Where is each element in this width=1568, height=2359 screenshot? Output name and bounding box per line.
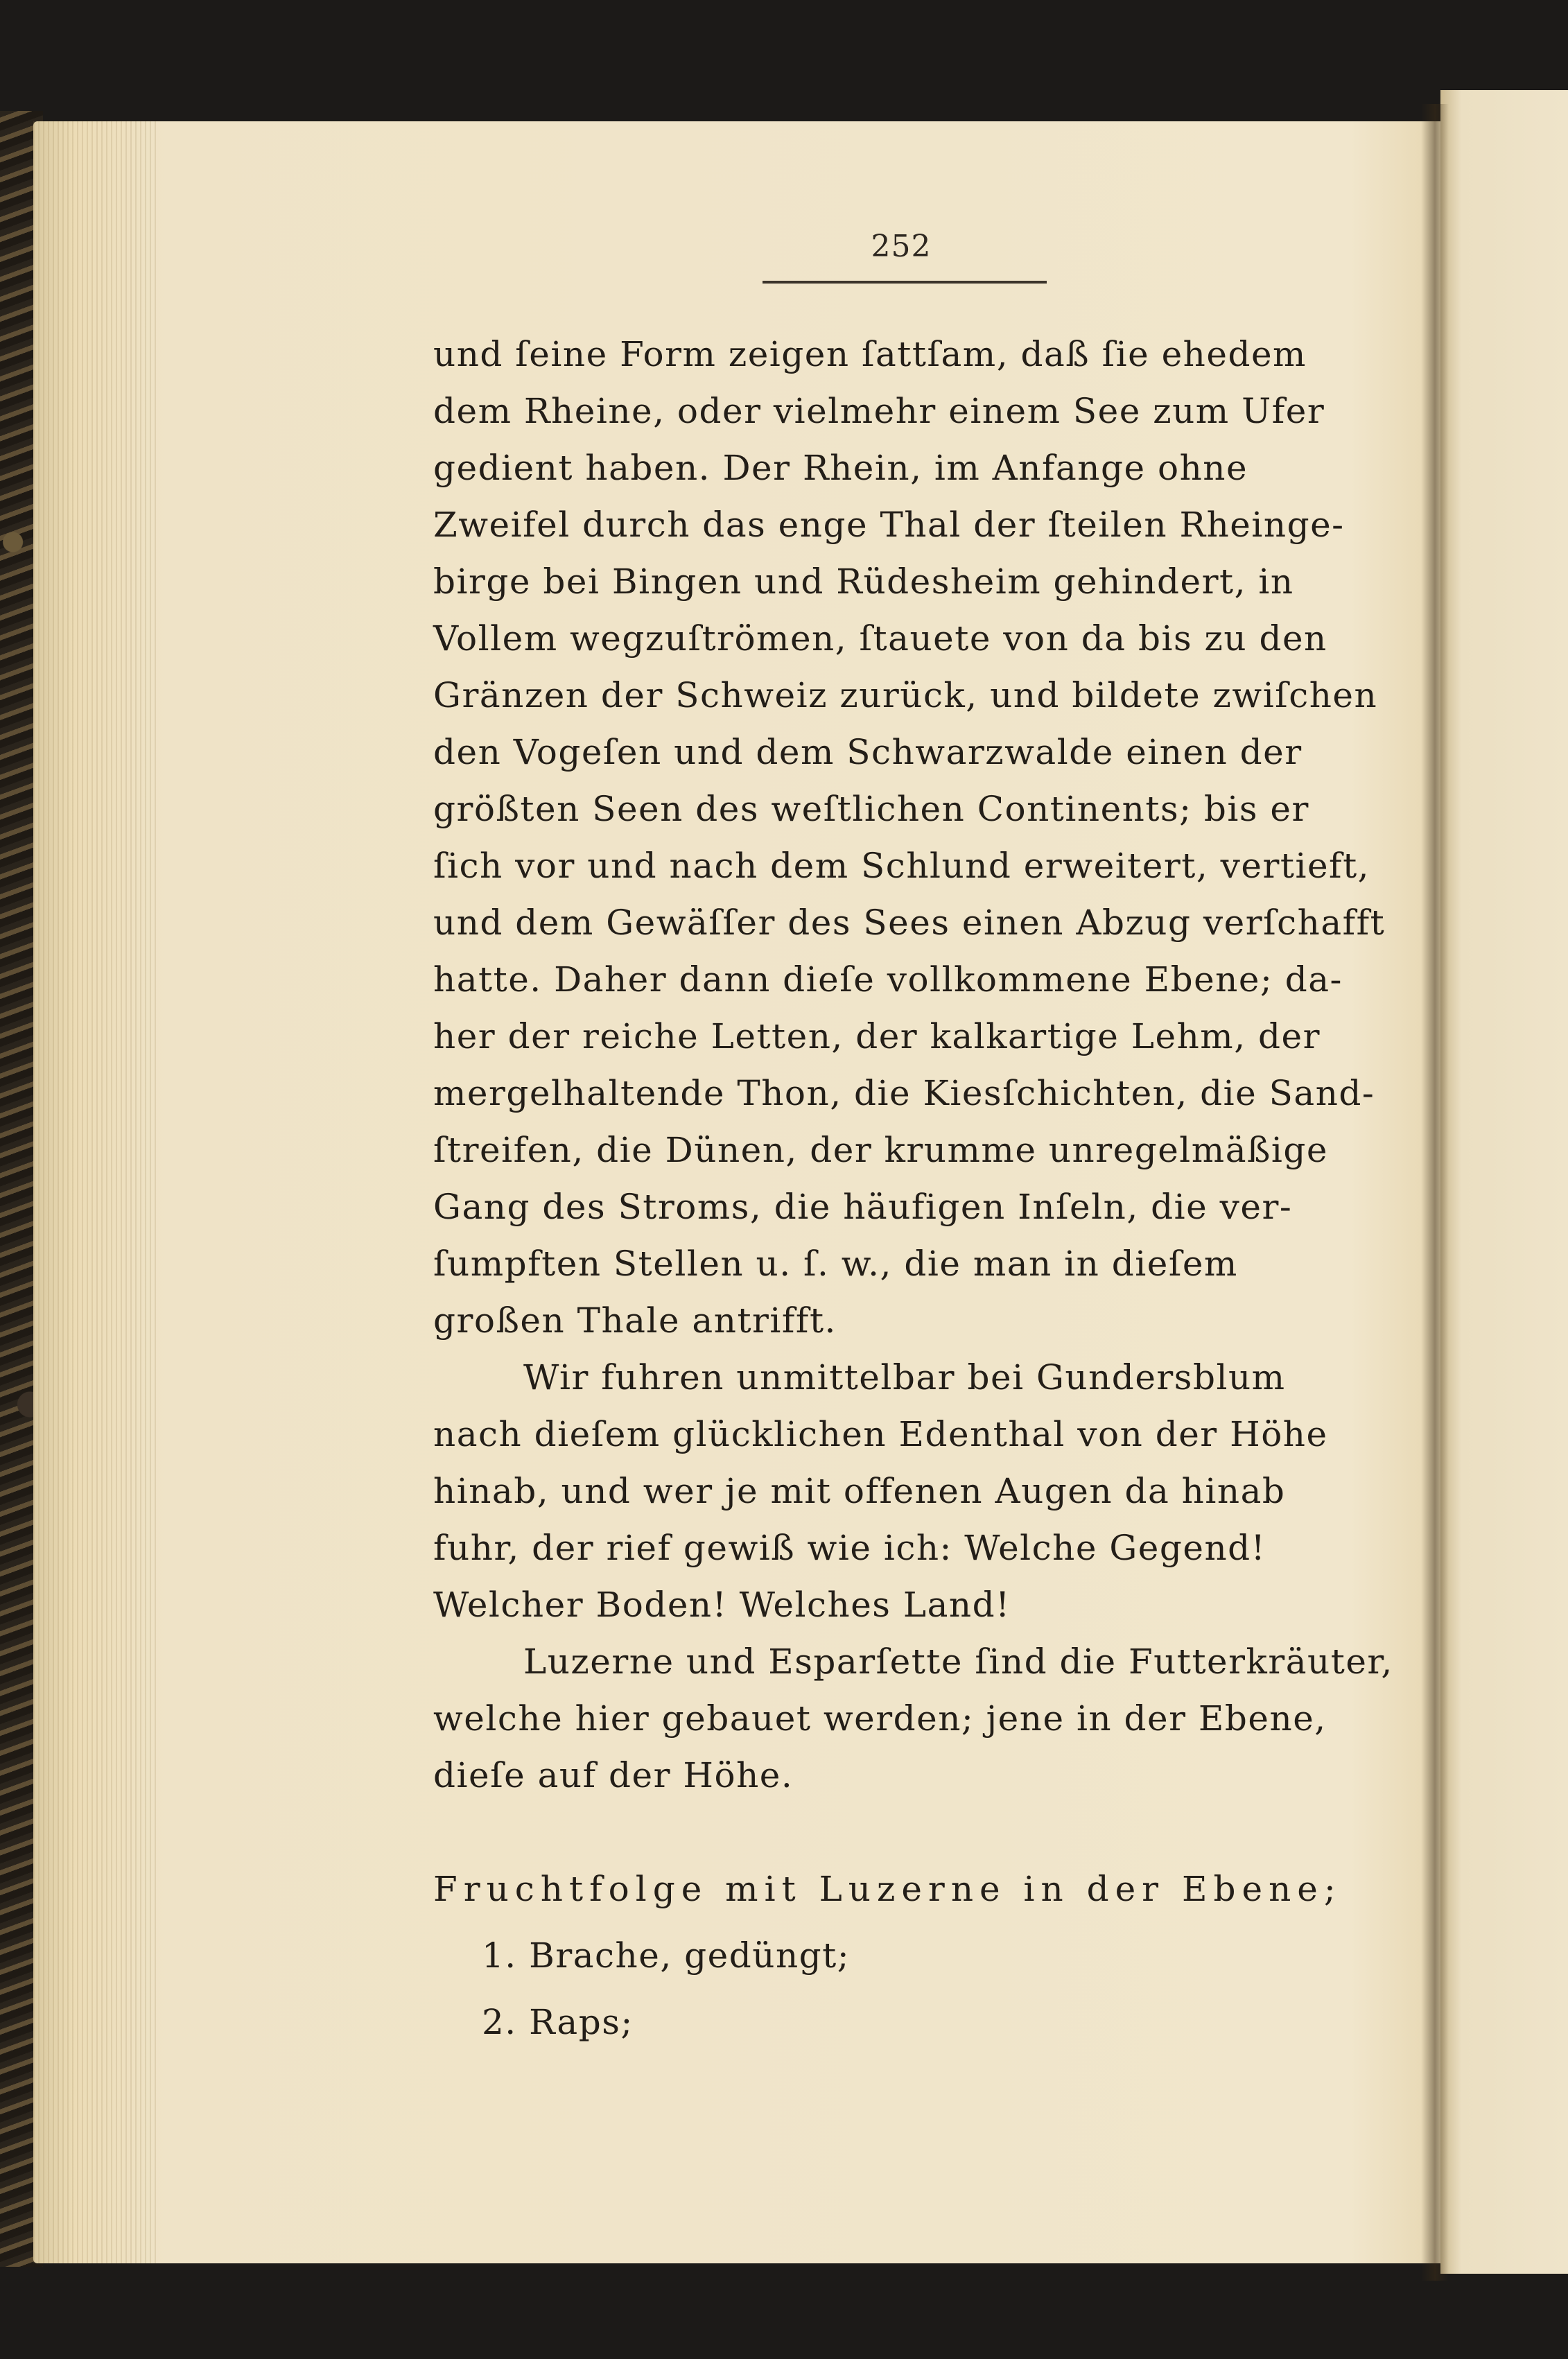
body-text bbox=[433, 326, 1397, 2051]
text-line: ſumpften Stellen u. ſ. w., die man in dieſem bbox=[433, 1244, 1238, 1284]
list-item: 2. Raps; bbox=[482, 2002, 634, 2042]
gutter-shadow bbox=[1421, 104, 1449, 2281]
text-line: und ſeine Form zeigen ſattſam, daß ſie ehedem bbox=[433, 334, 1307, 374]
text-line: gedient haben. Der Rhein, im Anfange ohne bbox=[433, 448, 1248, 488]
text-line: hinab, und wer je mit offenen Augen da hinab bbox=[433, 1471, 1286, 1511]
text-line: ſtreifen, die Dünen, der krumme unregelmäßige bbox=[433, 1130, 1329, 1170]
header-rule bbox=[763, 281, 1047, 284]
text-line: Luzerne und Esparſette ſind die Futterkräuter, bbox=[523, 1642, 1393, 1682]
text-line: dem Rheine, oder vielmehr einem See zum Ufer bbox=[433, 391, 1325, 431]
text-line: Zweifel durch das enge Thal der ſteilen Rheinge- bbox=[433, 505, 1345, 545]
section-heading: Fruchtfolge mit Luzerne in der Ebene; bbox=[433, 1869, 1342, 1909]
text-line: hatte. Daher dann dieſe vollkommene Ebene; da- bbox=[433, 959, 1343, 1000]
text-line: ſich vor und nach dem Schlund erweitert, vertieft, bbox=[433, 846, 1370, 886]
list-item: 1. Brache, gedüngt; bbox=[482, 1935, 851, 1976]
text-line: nach dieſem glücklichen Edenthal von der Höhe bbox=[433, 1414, 1328, 1454]
page-edges bbox=[33, 121, 158, 2263]
text-line: dieſe auf der Höhe. bbox=[433, 1755, 794, 1795]
text-line: fuhr, der rief gewiß wie ich: Welche Gegend! bbox=[433, 1528, 1266, 1568]
text-line: mergelhaltende Thon, die Kiesſchichten, die Sand- bbox=[433, 1073, 1375, 1113]
page-number: 252 bbox=[871, 229, 932, 264]
facing-page bbox=[1440, 90, 1568, 2274]
text-line: birge bei Bingen und Rüdesheim gehindert, in bbox=[433, 562, 1294, 602]
text-line: Gang des Stroms, die häufigen Inſeln, die ver- bbox=[433, 1187, 1293, 1227]
text-line: großen Thale antrifft. bbox=[433, 1300, 837, 1341]
text-line: Vollem wegzuſtrömen, ſtauete von da bis zu den bbox=[433, 618, 1327, 659]
text-line: Gränzen der Schweiz zurück, und bildete zwiſchen bbox=[433, 675, 1378, 715]
text-line: welche hier gebauet werden; jene in der Ebene, bbox=[433, 1698, 1327, 1739]
text-line: größten Seen des weſtlichen Continents; bis er bbox=[433, 789, 1309, 829]
text-line: Wir fuhren unmittelbar bei Gundersblum bbox=[523, 1357, 1286, 1398]
text-line: und dem Gewäſſer des Sees einen Abzug verſchafft bbox=[433, 903, 1386, 943]
text-line: den Vogeſen und dem Schwarzwalde einen der bbox=[433, 732, 1303, 772]
text-line: Welcher Boden! Welches Land! bbox=[433, 1585, 1011, 1625]
text-line: her der reiche Letten, der kalkartige Lehm, der bbox=[433, 1016, 1321, 1056]
